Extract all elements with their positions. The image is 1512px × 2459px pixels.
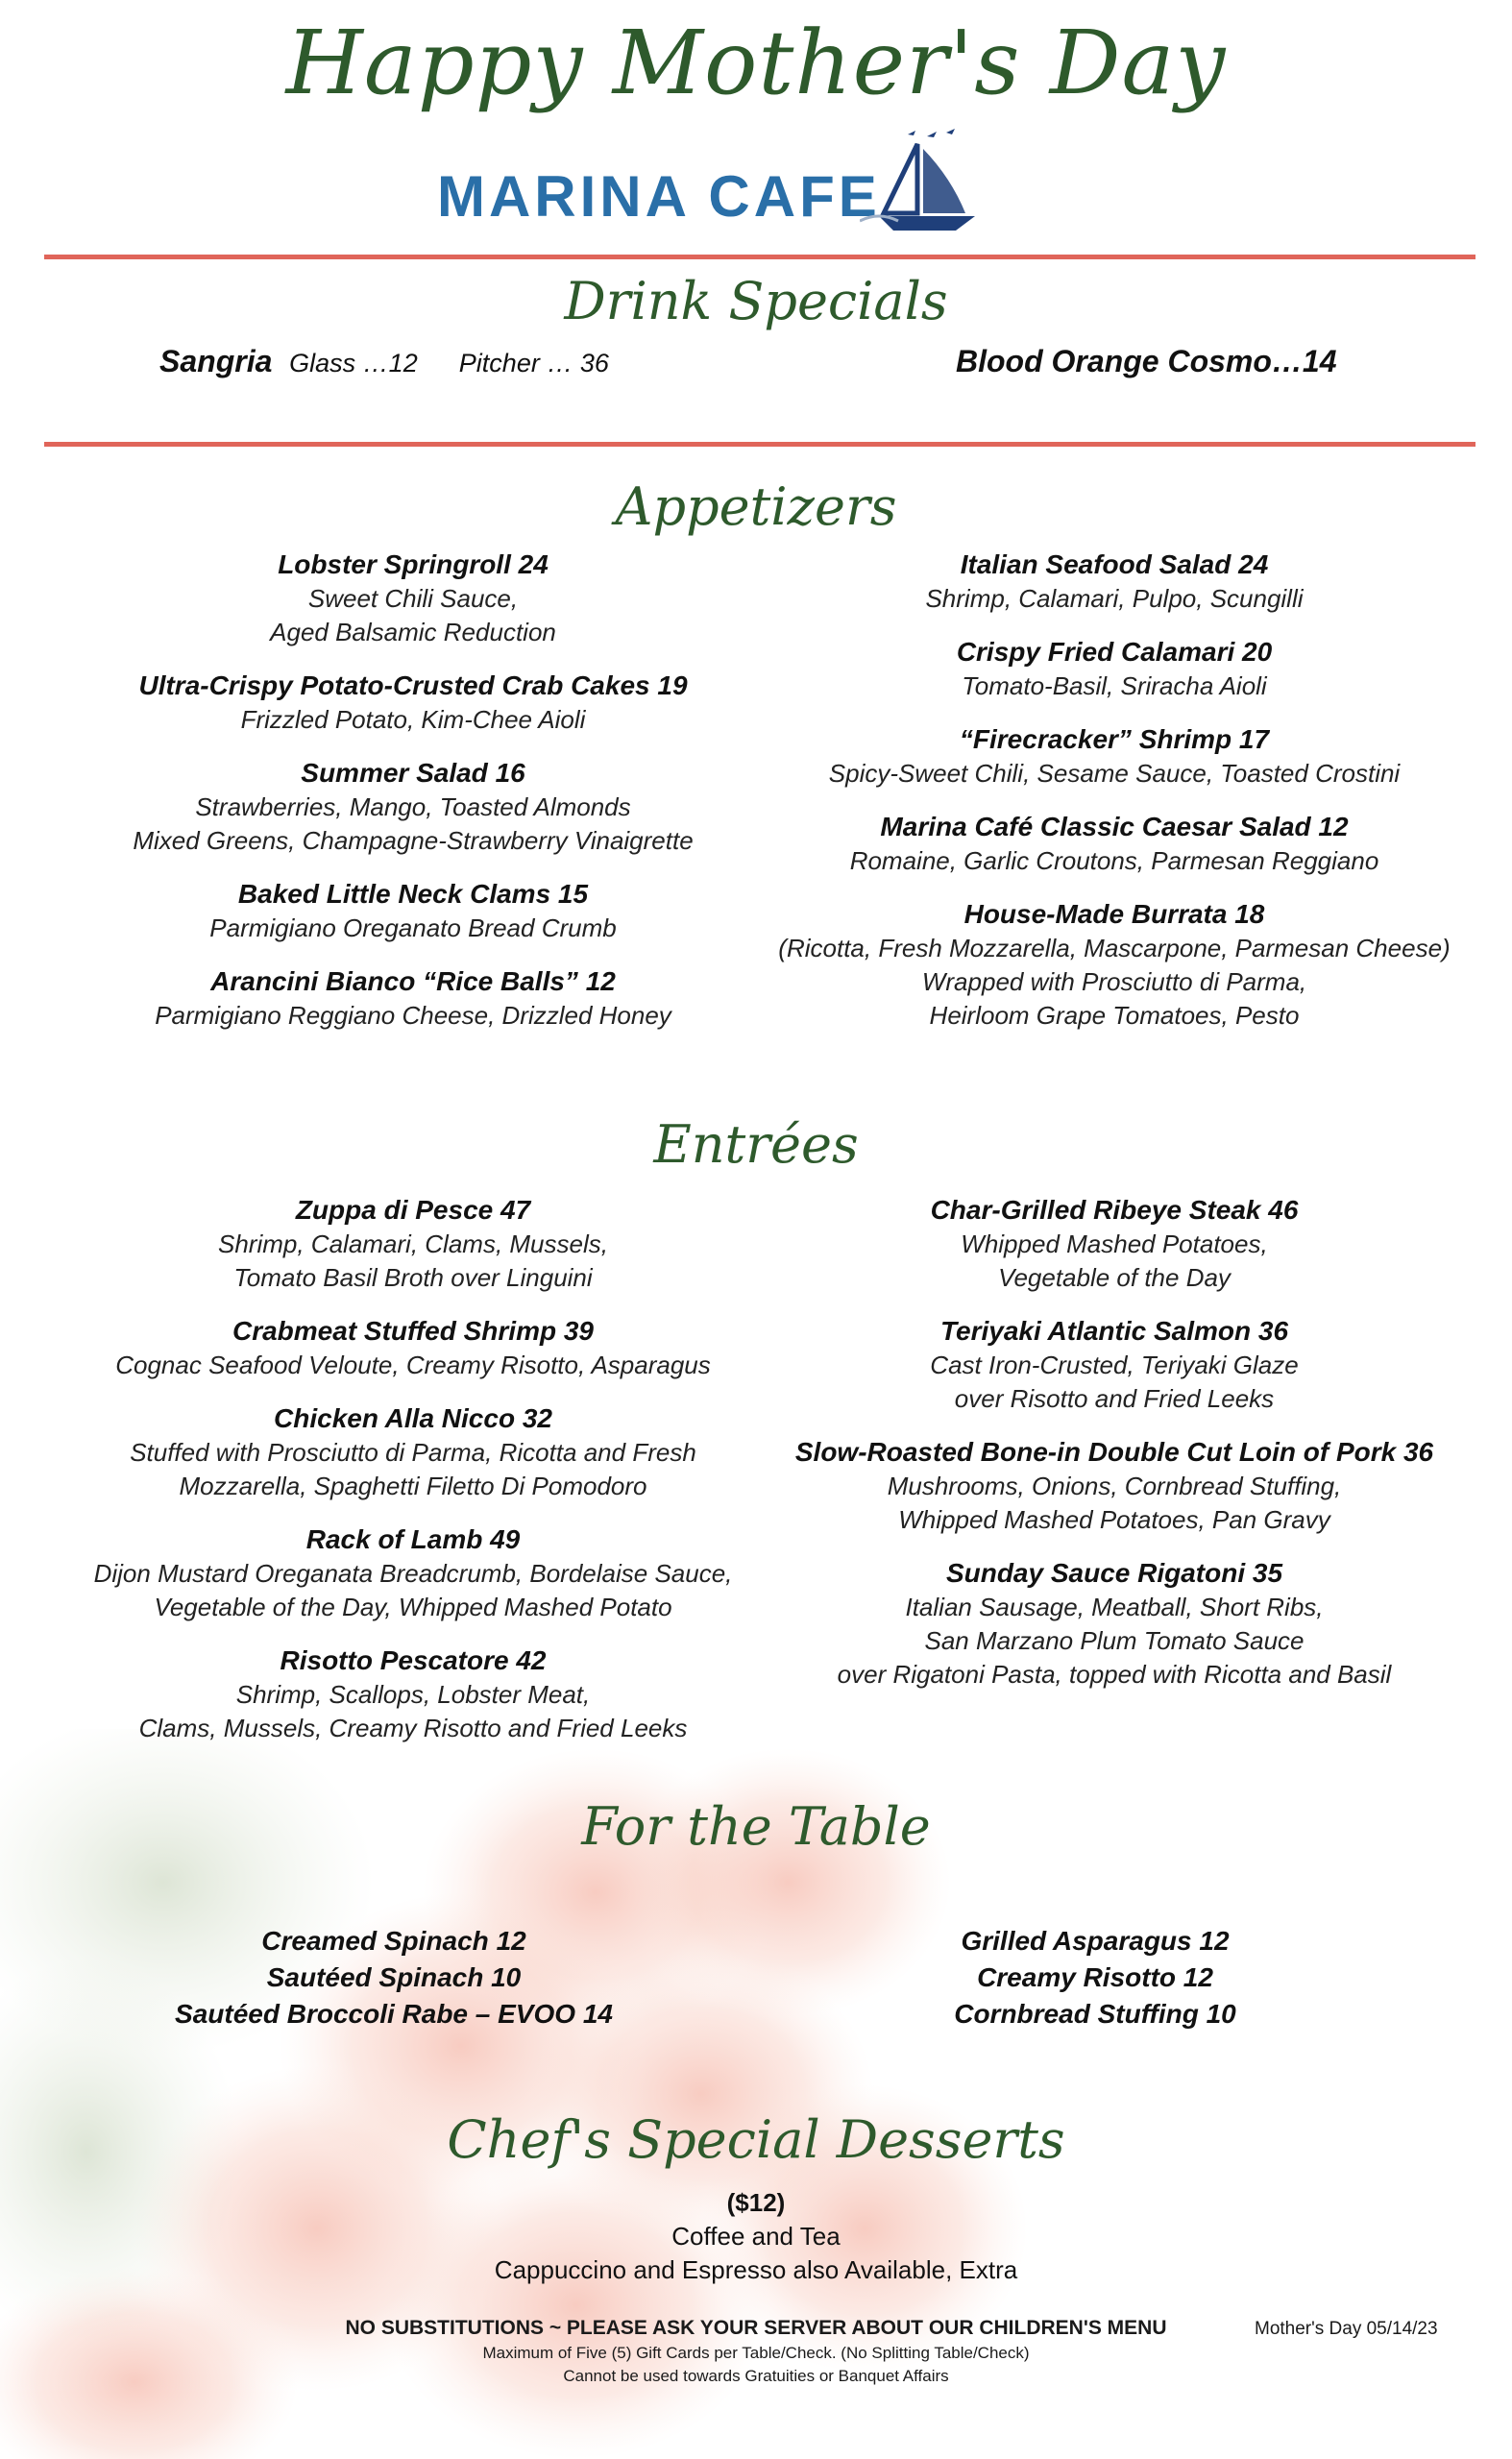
menu-item-description: Mixed Greens, Champagne-Strawberry Vinaigrette (133, 826, 694, 855)
menu-item-description: Frizzled Potato, Kim-Chee Aioli (240, 705, 586, 734)
side-item: Creamy Risotto 12 (977, 1962, 1213, 1992)
menu-item-name: Sunday Sauce Rigatoni 35 (945, 1558, 1283, 1588)
menu-item (77, 1522, 749, 1624)
menu-item (77, 1401, 749, 1503)
menu-item-description: Italian Sausage, Meatball, Short Ribs, (905, 1593, 1324, 1621)
menu-item-description: Whipped Mashed Potatoes, (961, 1230, 1268, 1258)
sangria-glass-label: Glass …12 (289, 349, 418, 377)
sides-left-column (125, 1923, 663, 2033)
menu-item-description: over Rigatoni Pasta, topped with Ricotta and Basil (837, 1660, 1392, 1689)
menu-item-description: Tomato-Basil, Sriracha Aioli (962, 671, 1267, 700)
menu-item (96, 877, 730, 945)
menu-item-description: Mushrooms, Onions, Cornbread Stuffing, (887, 1472, 1342, 1500)
menu-item (768, 1193, 1460, 1295)
appetizers-left-column (96, 548, 730, 1052)
sangria-label: Sangria (159, 344, 273, 378)
logo-text: MARINA CAFE (437, 164, 881, 229)
menu-item-name: House-Made Burrata 18 (963, 899, 1265, 929)
menu-item-description: Romaine, Garlic Croutons, Parmesan Reggiano (849, 846, 1379, 875)
page-title: Happy Mother's Day (285, 12, 1227, 114)
sailboat-icon (860, 125, 985, 240)
menu-item-description: Wrapped with Prosciutto di Parma, (921, 967, 1307, 996)
blood-orange-cosmo: Blood Orange Cosmo…14 (956, 344, 1337, 378)
menu-item-description: Cast Iron-Crusted, Teriyaki Glaze (930, 1351, 1299, 1379)
menu-item (768, 548, 1460, 616)
menu-item-description: Shrimp, Calamari, Clams, Mussels, (218, 1230, 608, 1258)
menu-item (96, 964, 730, 1033)
desserts-line-cappuccino: Cappuccino and Espresso also Available, Extra (494, 2255, 1018, 2284)
menu-item (96, 756, 730, 858)
menu-item (768, 1556, 1460, 1692)
menu-item (768, 1435, 1460, 1537)
menu-item-description: San Marzano Plum Tomato Sauce (924, 1626, 1305, 1655)
menu-item-description: Whipped Mashed Potatoes, Pan Gravy (898, 1505, 1330, 1534)
menu-item-description: Dijon Mustard Oreganata Breadcrumb, Bordelaise Sauce, (93, 1559, 733, 1588)
menu-item-name: Lobster Springroll 24 (278, 549, 549, 579)
menu-item-name: Italian Seafood Salad 24 (960, 549, 1269, 579)
menu-item-description: (Ricotta, Fresh Mozzarella, Mascarpone, Parmesan Cheese) (778, 934, 1451, 962)
sangria-line (159, 344, 609, 379)
menu-item-name: Char-Grilled Ribeye Steak 46 (930, 1195, 1299, 1225)
divider-top (44, 255, 1475, 259)
menu-item-description: Stuffed with Prosciutto di Parma, Ricotta and Fresh (130, 1438, 696, 1467)
menu-item (77, 1643, 749, 1745)
desserts-heading: Chef's Special Desserts (447, 2109, 1065, 2170)
menu-item-description: Aged Balsamic Reduction (270, 618, 556, 646)
side-item: Cornbread Stuffing 10 (954, 1999, 1236, 2029)
menu-item-description: Tomato Basil Broth over Linguini (233, 1263, 593, 1292)
drink-specials-heading: Drink Specials (564, 271, 948, 331)
menu-item (77, 1314, 749, 1382)
entrees-right-column (768, 1193, 1460, 1711)
menu-item-name: Baked Little Neck Clams 15 (237, 879, 589, 909)
menu-item-name: Teriyaki Atlantic Salmon 36 (939, 1316, 1289, 1346)
menu-item-description: Vegetable of the Day (998, 1263, 1231, 1292)
menu-item-description: Heirloom Grape Tomatoes, Pesto (929, 1001, 1300, 1030)
menu-item-name: Zuppa di Pesce 47 (295, 1195, 531, 1225)
menu-item (768, 1314, 1460, 1416)
menu-item-description: Parmigiano Oreganato Bread Crumb (209, 913, 617, 942)
menu-item (77, 1193, 749, 1295)
marina-cafe-logo (437, 125, 975, 250)
side-item: Sautéed Broccoli Rabe – EVOO 14 (175, 1999, 613, 2029)
menu-item-description: Shrimp, Calamari, Pulpo, Scungilli (925, 584, 1304, 613)
for-the-table-heading: For the Table (581, 1796, 931, 1857)
entrees-heading: Entrées (653, 1114, 859, 1175)
appetizers-right-column (768, 548, 1460, 1052)
side-item: Grilled Asparagus 12 (961, 1926, 1230, 1956)
side-item: Creamed Spinach 12 (261, 1926, 526, 1956)
menu-item-name: Slow-Roasted Bone-in Double Cut Loin of Pork 36 (794, 1437, 1434, 1467)
footer-gratuities: Cannot be used towards Gratuities or Banquet Affairs (563, 2367, 949, 2385)
menu-item (768, 897, 1460, 1033)
footer-notice: NO SUBSTITUTIONS ~ PLEASE ASK YOUR SERVER ABOUT OUR CHILDREN'S MENU (345, 2317, 1167, 2339)
menu-item-description: Cognac Seafood Veloute, Creamy Risotto, Asparagus (115, 1351, 711, 1379)
side-item: Sautéed Spinach 10 (266, 1962, 522, 1992)
menu-item-description: Spicy-Sweet Chili, Sesame Sauce, Toasted Crostini (828, 759, 1401, 788)
menu-item-description: Strawberries, Mango, Toasted Almonds (195, 792, 631, 821)
sangria-pitcher-label: Pitcher … 36 (458, 349, 609, 377)
menu-item (768, 722, 1460, 791)
menu-item (768, 635, 1460, 703)
desserts-block (0, 2186, 1512, 2287)
menu-item-name: Risotto Pescatore 42 (280, 1645, 547, 1675)
entrees-left-column (77, 1193, 749, 1765)
menu-item-description: Mozzarella, Spaghetti Filetto Di Pomodoro (179, 1472, 647, 1500)
menu-item-description: Vegetable of the Day, Whipped Mashed Potato (154, 1593, 672, 1621)
menu-item (96, 669, 730, 737)
menu-item-name: Marina Café Classic Caesar Salad 12 (880, 812, 1349, 841)
divider-bottom (44, 442, 1475, 447)
menu-item-name: Chicken Alla Nicco 32 (274, 1403, 552, 1433)
menu-item-name: Ultra-Crispy Potato-Crusted Crab Cakes 19 (138, 670, 688, 700)
menu-item-name: Crabmeat Stuffed Shrimp 39 (232, 1316, 595, 1346)
menu-item-description: Parmigiano Reggiano Cheese, Drizzled Honey (155, 1001, 671, 1030)
menu-item-name: Rack of Lamb 49 (305, 1524, 521, 1554)
menu-item (768, 810, 1460, 878)
menu-item-name: Summer Salad 16 (301, 758, 525, 788)
footer-gift-cards: Maximum of Five (5) Gift Cards per Table/Check. (No Splitting Table/Check) (482, 2344, 1030, 2362)
menu-date: Mother's Day 05/14/23 (1255, 2319, 1438, 2339)
menu-item (96, 548, 730, 649)
menu-item-name: “Firecracker” Shrimp 17 (959, 724, 1270, 754)
desserts-line-coffee: Coffee and Tea (671, 2222, 841, 2251)
desserts-price: ($12) (726, 2188, 786, 2217)
menu-item-description: Clams, Mussels, Creamy Risotto and Fried Leeks (138, 1714, 688, 1742)
menu-item-name: Arancini Bianco “Rice Balls” 12 (210, 966, 616, 996)
sides-right-column (826, 1923, 1364, 2033)
appetizers-heading: Appetizers (615, 476, 897, 537)
menu-item-description: over Risotto and Fried Leeks (954, 1384, 1275, 1413)
menu-item-description: Shrimp, Scallops, Lobster Meat, (235, 1680, 591, 1709)
menu-item-name: Crispy Fried Calamari 20 (956, 637, 1273, 667)
menu-item-description: Sweet Chili Sauce, (307, 584, 519, 613)
